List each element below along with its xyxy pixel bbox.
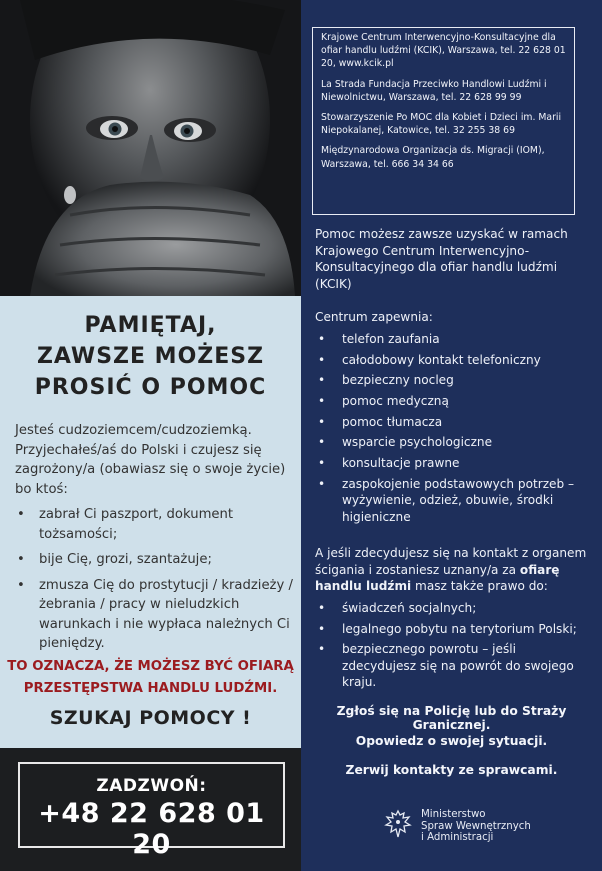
cta-report-police: Zgłoś się na Policję lub do Straży Granicznej. xyxy=(336,704,567,732)
call-box xyxy=(0,748,301,871)
organization-entry: Międzynarodowa Organizacja ds. Migracji (IOM), Warszawa, tel. 666 34 34 66 xyxy=(321,145,545,170)
right-panel xyxy=(301,0,602,871)
seek-help-heading: SZUKAJ POMOCY ! xyxy=(49,707,252,729)
call-frame xyxy=(18,762,285,860)
emblem-eagle-icon xyxy=(383,808,413,842)
threat-item: • zabrał Ci paszport, dokument tożsamości; xyxy=(15,505,293,544)
service-item: • zaspokojenie podstawowych potrzeb – wyżywienie, odzież, obuwie, środki higieniczne xyxy=(315,476,590,526)
right-item: • bezpiecznego powrotu – jeśli zdecydujesz się na powrót do swojego kraju. xyxy=(315,641,590,691)
threat-list xyxy=(15,505,293,660)
warning-line-1: TO OZNACZA, ŻE MOŻESZ BYĆ OFIARĄ xyxy=(7,659,294,674)
service-item: • konsultacje prawne xyxy=(315,455,590,472)
threat-item: • zmusza Cię do prostytucji / kradzieży / żebrania / pracy w nieludzkich warunkach i nie wypłaca należnych Ci pieniędzy. xyxy=(15,576,293,654)
victim-photo xyxy=(0,0,301,296)
ministry-name xyxy=(421,809,531,844)
rights-list xyxy=(315,600,590,695)
cta-tell-situation: Opowiedz o swojej sytuacji. xyxy=(355,734,548,748)
call-number[interactable]: +48 22 628 01 20 xyxy=(38,798,265,860)
headline xyxy=(0,310,301,403)
rights-intro-emphasis: ofiarę handlu ludźmi xyxy=(315,562,560,593)
organization-entry: La Strada Fundacja Przeciwko Handlowi Ludźmi i Niewolnictwu, Warszawa, tel. 22 628 99 99 xyxy=(321,78,547,103)
headline-line-1: PAMIĘTAJ, xyxy=(84,313,217,338)
victim-warning xyxy=(0,656,301,700)
right-item: • świadczeń socjalnych; xyxy=(315,600,590,617)
cta-cut-contacts: Zerwij kontakty ze sprawcami. xyxy=(345,763,558,777)
service-item: • bezpieczny nocleg xyxy=(315,372,590,389)
service-item: • pomoc medyczną xyxy=(315,393,590,410)
headline-line-3: PROSIĆ O POMOC xyxy=(34,375,267,400)
services-list xyxy=(315,331,590,530)
service-item: • telefon zaufania xyxy=(315,331,590,348)
ministry-line-2: Spraw Wewnętrznych xyxy=(421,820,531,832)
right-item: • legalnego pobytu na terytorium Polski; xyxy=(315,621,590,638)
rights-intro xyxy=(315,545,590,595)
call-label: ZADZWOŃ: xyxy=(96,776,207,796)
service-item: • pomoc tłumacza xyxy=(315,414,590,431)
rights-intro-end: masz także prawo do: xyxy=(411,579,548,593)
rights-intro-text: A jeśli zdecydujesz się na kontakt z organem ścigania i zostaniesz uznany/a za xyxy=(315,546,587,577)
ministry-line-1: Ministerstwo xyxy=(421,809,486,820)
centre-provides-heading: Centrum zapewnia: xyxy=(315,310,433,324)
organizations-box xyxy=(312,27,575,215)
intro-text: Jesteś cudzoziemcem/cudzoziemką. Przyjechałeś/aś do Polski i czujesz się zagrożony/a (obawiasz się o swoje życie) bo ktoś: xyxy=(15,423,286,497)
ministry-line-3: i Administracji xyxy=(421,832,494,843)
ministry-logo xyxy=(383,808,583,848)
warning-line-2: PRZESTĘPSTWA HANDLU LUDŹMI. xyxy=(23,681,278,696)
threat-item: • bije Cię, grozi, szantażuje; xyxy=(15,550,293,570)
help-intro: Pomoc możesz zawsze uzyskać w ramach Krajowego Centrum Interwencyjno-Konsultacyjnego dla ofiar handlu ludźmi (KCIK) xyxy=(315,227,568,291)
service-item: • wsparcie psychologiczne xyxy=(315,434,590,451)
organization-entry: Stowarzyszenie Po MOC dla Kobiet i Dzieci im. Marii Niepokalanej, Katowice, tel. 32 255 38 69 xyxy=(321,112,562,137)
organization-entry: Krajowe Centrum Interwencyjno-Konsultacyjne dla ofiar handlu ludźmi (KCIK), Warszawa, tel. 22 628 01 20, www.kcik.pl xyxy=(321,32,566,70)
headline-line-2: ZAWSZE MOŻESZ xyxy=(36,344,265,369)
service-item: • całodobowy kontakt telefoniczny xyxy=(315,352,590,369)
